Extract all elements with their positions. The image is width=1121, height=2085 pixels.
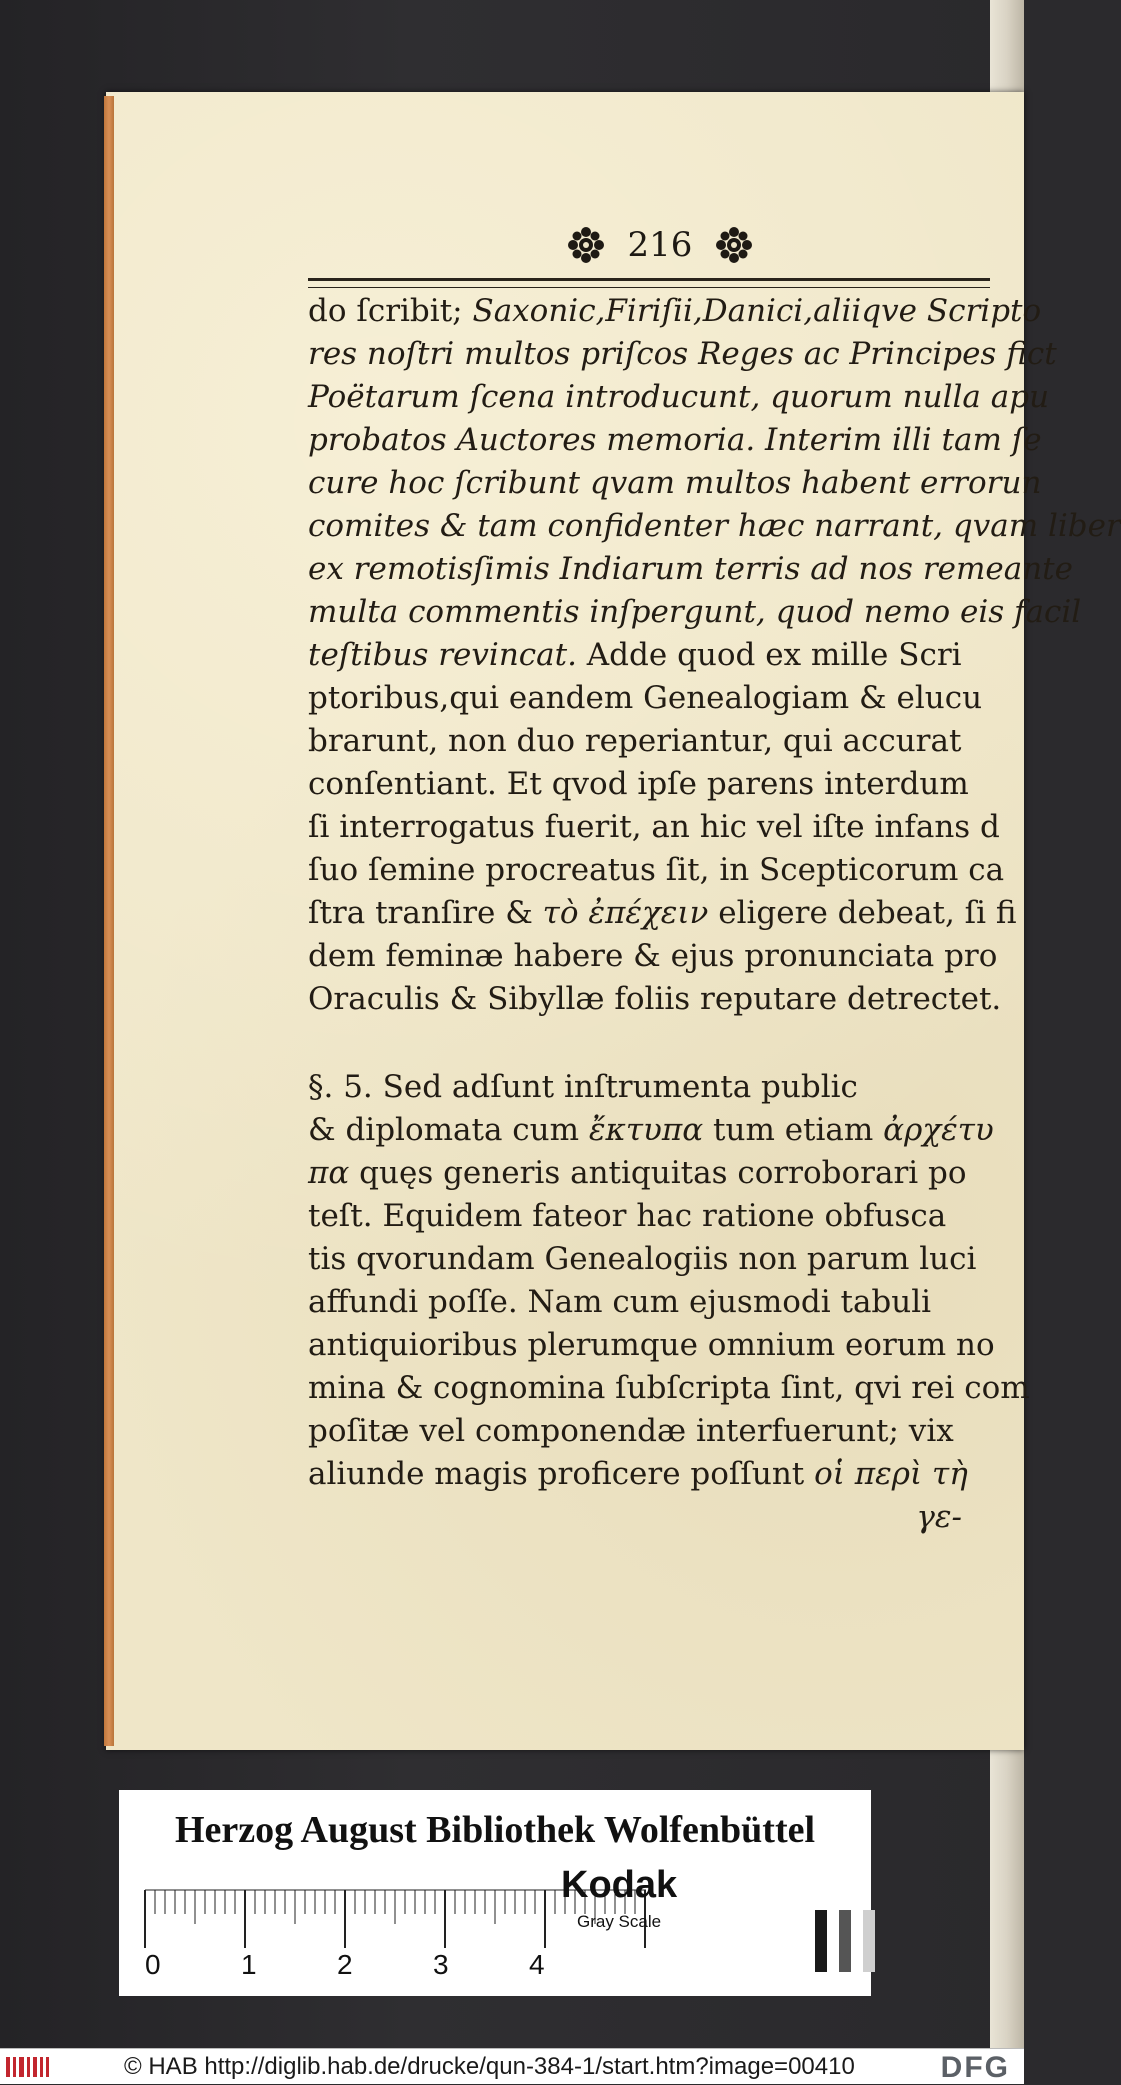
text-line [308, 892, 1017, 935]
text-line [308, 290, 1042, 333]
text-run: teſt. Equidem fateor hac ratione obfusca [308, 1198, 947, 1234]
text-run: affundi poſſe. Nam cum ejusmodi tabuli [308, 1284, 932, 1320]
text-run: mina & cognomina ſubſcripta ſint, qvi rei com [308, 1370, 1030, 1406]
text-run: τὸ ἐπέχειν [542, 895, 709, 931]
text-line [308, 505, 1121, 548]
text-run: tis qvorundam Genealogiis non parum luci [308, 1241, 977, 1277]
text-line [308, 548, 1073, 591]
dfg-logo: DFG [940, 2051, 1010, 2084]
footer-bar [0, 2048, 1024, 2084]
text-run: §. 5. Sed adſunt inſtrumenta public [308, 1069, 858, 1105]
text-run: poſitæ vel componendæ interfuerunt; vix [308, 1413, 954, 1449]
scale-card [119, 1790, 871, 1996]
page-edge [104, 96, 114, 1746]
text-run: cure hoc ſcribunt qvam multos habent errorun [308, 465, 1042, 501]
text-line [308, 677, 998, 720]
copyright-label: © HAB [124, 2052, 198, 2080]
ruler-number: 3 [433, 1949, 449, 1980]
text-line [308, 419, 1042, 462]
text-line [308, 806, 998, 849]
ruler-number: 1 [241, 1949, 257, 1980]
text-run: eligere debeat, ſi fi [708, 895, 1017, 931]
text-line [308, 763, 998, 806]
text-line [308, 1367, 1030, 1410]
ruler-number: 4 [529, 1949, 545, 1980]
page-number: 216 [627, 225, 693, 265]
text-run: Adde quod ex mille Scri [576, 637, 962, 673]
flower-ornament-icon [566, 225, 606, 265]
text-run: ptoribus,qui eandem Genealogiam & elucu [308, 680, 983, 716]
text-run: do ſcribit; [308, 293, 473, 329]
gray-scale-label: Gray Scale [577, 1912, 662, 1931]
text-line [308, 1109, 998, 1152]
text-run: probatos Auctores memoria. Interim illi tam ſe [308, 422, 1042, 458]
text-run: multa commentis inſpergunt, quod nemo eis facil [308, 594, 1082, 630]
text-line [308, 720, 998, 763]
library-name: Herzog August Bibliothek Wolfenbüttel [174, 1809, 816, 1851]
text-run: Oraculis & Sibyllæ foliis reputare detrectet. [308, 981, 1002, 1017]
text-line [308, 849, 1005, 892]
text-line [308, 1410, 998, 1453]
catchword: γε- [916, 1499, 962, 1535]
text-run: aliunde magis proficere poſſunt [308, 1456, 815, 1492]
text-run: res noſtri multos priſcos Reges ac Principes fict [308, 336, 1057, 372]
flower-ornament-icon [714, 225, 754, 265]
paragraph-gap [308, 1021, 998, 1066]
text-run: comites & tam confidenter hæc narrant, qvam liber [308, 508, 1121, 544]
text-run: ἔκτυπα [588, 1112, 704, 1148]
ruler-number: 0 [145, 1949, 161, 1980]
text-run: ſi interrogatus fuerit, an hic vel iſte infans d [308, 809, 1000, 845]
text-run: Poëtarum ſcena introducunt, quorum nulla apu [308, 379, 1050, 415]
text-line [308, 1195, 998, 1238]
text-line [308, 634, 998, 677]
text-run: Saxonic,Firiſii,Danici,aliiqve Scripto [472, 293, 1042, 329]
text-run: οἱ περὶ τὴ [814, 1456, 968, 1492]
text-line [308, 376, 1050, 419]
text-run: & diplomata cum [308, 1112, 589, 1148]
text-line [308, 978, 1002, 1021]
text-run: teſtibus revincat. [308, 637, 577, 673]
text-line [308, 1066, 998, 1109]
text-run: ἀρχέτυ [883, 1112, 994, 1148]
text-run: ſuo ſemine procreatus ſit, in Scepticorum ca [308, 852, 1005, 888]
text-line [308, 462, 1042, 505]
text-line [308, 1453, 998, 1496]
text-line [308, 1152, 998, 1195]
kodak-logo: Kodak [561, 1864, 678, 1906]
text-line [308, 1324, 998, 1367]
text-run: tum etiam [703, 1112, 884, 1148]
text-run: ex remotisſimis Indiarum terris ad nos remeante [308, 551, 1073, 587]
source-url-link[interactable]: http://diglib.hab.de/drucke/qun-384-1/start.htm?image=00410 [204, 2052, 855, 2080]
text-line [308, 591, 1082, 634]
text-line [308, 935, 998, 978]
text-run: πα [308, 1155, 350, 1191]
gray-scale-swatch [815, 1910, 875, 1972]
hab-logo-icon [4, 2053, 50, 2081]
page-header [540, 220, 780, 270]
text-run: conſentiant. Et qvod ipſe parens interdum [308, 766, 969, 802]
header-rule [308, 278, 990, 288]
text-run: antiquioribus plerumque omnium eorum no [308, 1327, 995, 1363]
text-run: dem feminæ habere & ejus pronunciata pro [308, 938, 998, 974]
text-run: quęs generis antiquitas corroborari po [349, 1155, 967, 1191]
text-line [308, 1238, 998, 1281]
text-run: brarunt, non duo reperiantur, qui accurat [308, 723, 962, 759]
text-line [308, 333, 1057, 376]
text-line [308, 1281, 998, 1324]
ruler-number: 2 [337, 1949, 353, 1980]
page-text [308, 290, 1121, 1539]
footer-source [124, 2053, 855, 2081]
text-run: ſtra tranſire & [308, 895, 543, 931]
